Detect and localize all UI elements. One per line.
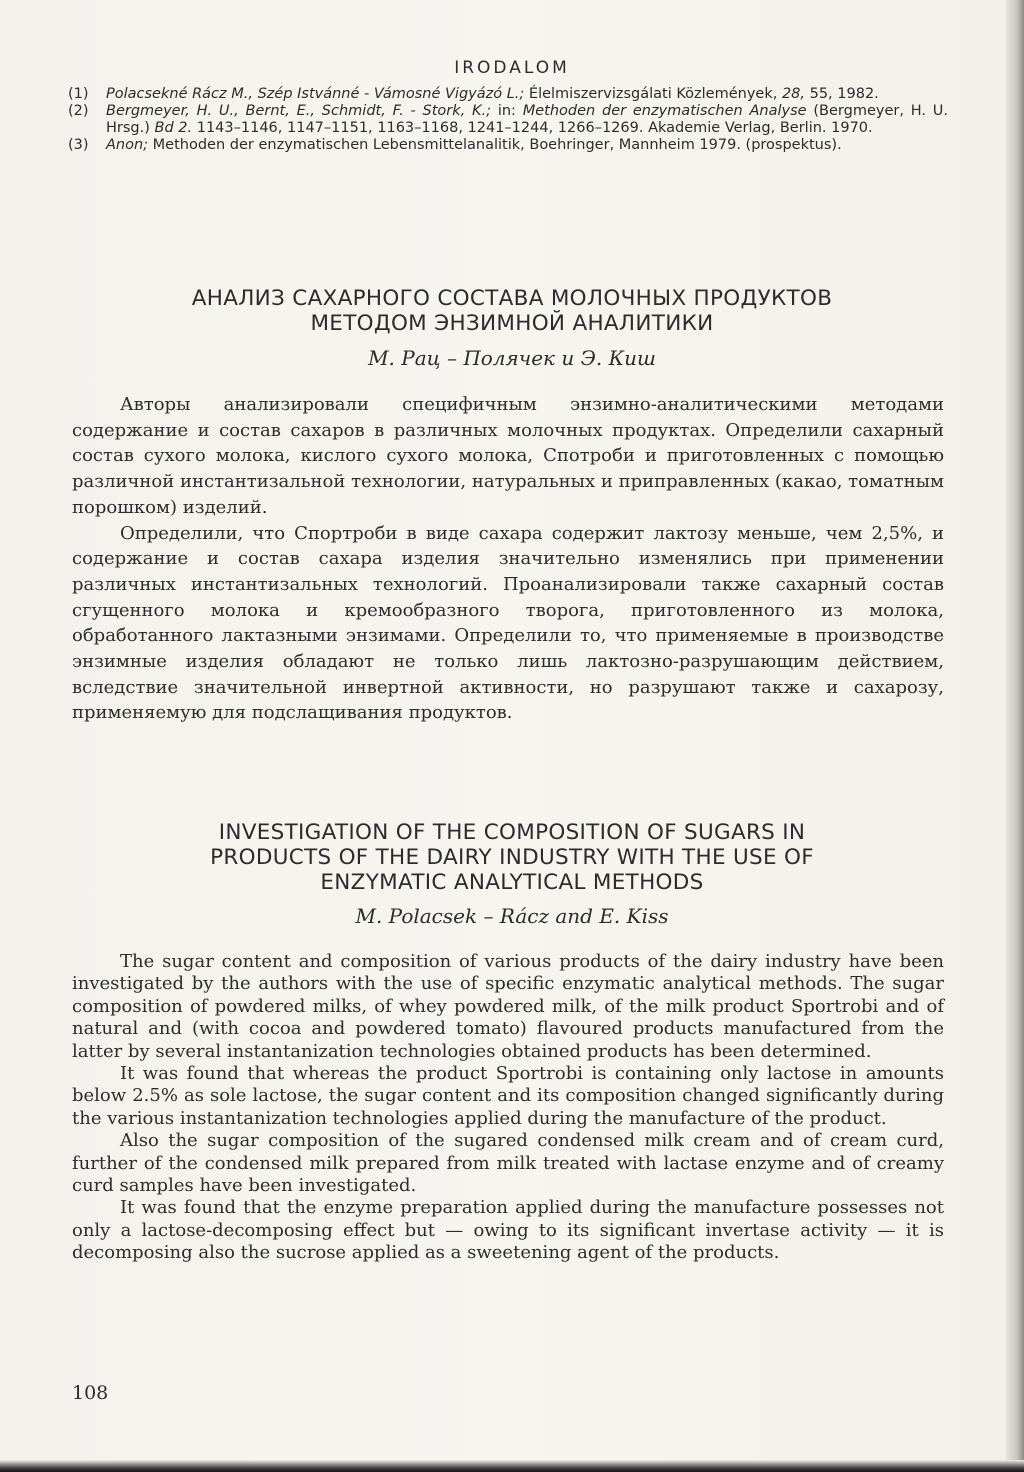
russian-title-line: АНАЛИЗ САХАРНОГО СОСТАВА МОЛОЧНЫХ ПРОДУКТОВ xyxy=(191,286,833,311)
reference-text xyxy=(106,103,948,137)
english-paragraph: It was found that the enzyme preparation applied during the manufacture possesses not only a lactose-decomposing effect but — owing to its significant invertase activity — it is decomposing also the sucrose applied as a sweetening agent of the products. xyxy=(72,1197,944,1264)
scan-bottom-edge xyxy=(0,1460,1024,1472)
english-paragraph: Also the sugar composition of the sugared condensed milk cream and of cream curd, further of the condensed milk prepared from milk treated with lactase enzyme and of creamy curd samples have been investigated. xyxy=(72,1130,944,1197)
russian-title xyxy=(80,286,944,336)
reference-number: (2) xyxy=(68,103,89,119)
reference-list xyxy=(68,86,948,154)
reference-text xyxy=(106,86,948,103)
reference-number: (3) xyxy=(68,137,89,153)
reference-item xyxy=(68,137,948,154)
reference-editor: (Bergmeyer, H. U. Hrsg.) xyxy=(106,103,949,136)
reference-book-title: Methoden der enzymatischen Analyse xyxy=(522,103,807,119)
reference-volume: Bd 2. xyxy=(154,120,193,136)
references-heading: IRODALOM xyxy=(454,58,570,78)
english-title-line: ENZYMATIC ANALYTICAL METHODS xyxy=(320,870,704,895)
russian-abstract xyxy=(72,392,944,726)
russian-paragraph: Определили, что Спортроби в виде сахара содержит лактозу меньше, чем 2,5%, и содержание и состав сахара изделия значительно изменялись при применении различных инстантизальных технологий. Проанализировали также сахарный состав сгущенного молока и кремообразного творога, приготовленного из молока, обработанного лактазными энзимами. Определили то, что применяемые в производстве энзимные изделия обладают не только лишь лактозно-разрушающим действием, вследствие значительной инвертной активности, но разрушают также и сахарозу, применяемую для подслащивания продуктов. xyxy=(72,522,944,724)
russian-paragraph: Авторы анализировали специфичным энзимно-аналитическими методами содержание и состав сахаров в различных молочных продуктах. Определили сахарный состав сухого молока, кислого сухого молока, Спотроби и приготовленных с помощью различной инстантизальной технологии, натуральных и приправленных (какао, томатным порошком) изделий. xyxy=(72,394,944,518)
english-paragraph: It was found that whereas the product Sportrobi is containing only lactose in amounts below 2.5% as sole lactose, the sugar content and its composition changed significantly during the various instantanization technologies applied during the manufacture of the product. xyxy=(72,1063,944,1129)
reference-pages: 1143–1146, 1147–1151, 1163–1168, 1241–1244, 1266–1269. Akademie Verlag, Berlin. 1970. xyxy=(192,120,873,136)
reference-pages: 55, 1982. xyxy=(805,86,879,102)
reference-source: Methoden der enzymatischen Lebensmittelanalitik, Boehringer, Mannheim 1979. (prospektus). xyxy=(148,137,842,153)
reference-source: Élelmiszervizsgálati Közlemények, xyxy=(524,86,782,102)
reference-in: in: xyxy=(491,103,523,119)
russian-title-line: МЕТОДОМ ЭНЗИМНОЙ АНАЛИТИКИ xyxy=(310,311,714,336)
reference-text xyxy=(106,137,948,154)
english-title-line: PRODUCTS OF THE DAIRY INDUSTRY WITH THE USE OF xyxy=(210,845,814,870)
reference-authors: Bergmeyer, H. U., Bernt, E., Schmidt, F. - Stork, K.; xyxy=(106,103,492,119)
reference-number: (1) xyxy=(68,86,89,102)
reference-item xyxy=(68,86,948,103)
english-authors: M. Polacsek – Rácz and E. Kiss xyxy=(355,904,669,928)
english-title-line: INVESTIGATION OF THE COMPOSITION OF SUGARS IN xyxy=(218,820,806,845)
russian-authors: М. Рац – Полячек и Э. Киш xyxy=(368,346,656,370)
reference-volume: 28, xyxy=(781,86,805,102)
page-number: 108 xyxy=(72,1382,109,1404)
scan-edge xyxy=(1006,0,1024,1472)
reference-authors: Anon; xyxy=(106,137,149,153)
english-title xyxy=(80,820,944,895)
reference-authors: Polacsekné Rácz M., Szép Istvánné - Vámosné Vigyázó L.; xyxy=(106,86,525,102)
english-paragraph: The sugar content and composition of various products of the dairy industry have been investigated by the authors with the use of specific enzymatic analytical methods. The sugar composition of powdered milks, of whey powdered milk, of the milk product Sportrobi and of natural and (with cocoa and powdered tomato) flavoured products manufactured from the latter by several instantanization technologies obtained products has been determined. xyxy=(72,951,944,1062)
english-abstract xyxy=(72,951,944,1265)
reference-item xyxy=(68,103,948,137)
